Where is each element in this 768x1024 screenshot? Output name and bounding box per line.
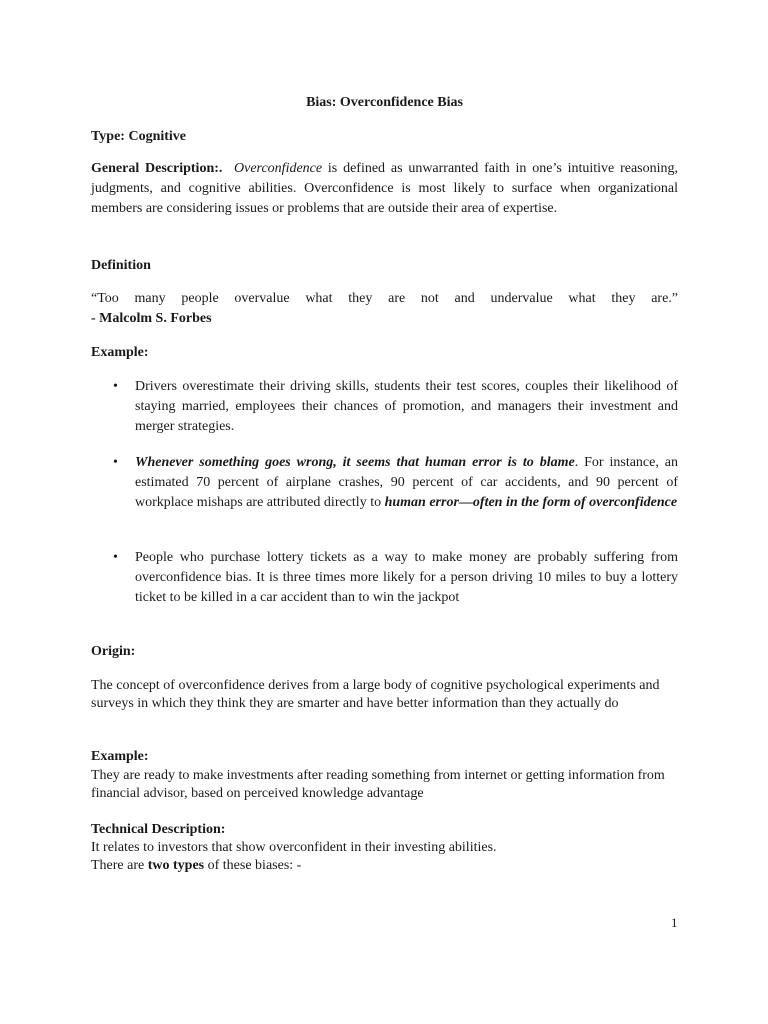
quote-author: - Malcolm S. Forbes <box>91 311 212 326</box>
page-number: 1 <box>671 915 678 930</box>
general-description-text: is defined as unwarranted faith in one’s intuitive reasoning, judgments, and cognitive abilities. Overconfidence is most likely to surface when organizational members are considering issues or problems that are outside their area of expertise. <box>91 161 678 216</box>
origin-heading: Origin: <box>91 644 136 659</box>
example-heading: Example: <box>91 345 149 360</box>
bullet-text: Drivers overestimate their driving skills, students their test scores, couples their likelihood of staying married, employees their chances of promotion, and managers their investment and merger strategies. <box>135 379 678 434</box>
bullet-icon: • <box>113 550 118 565</box>
technical-line-1: It relates to investors that show overconfident in their investing abilities. <box>91 840 497 855</box>
technical-heading: Technical Description: <box>91 822 226 837</box>
technical-line-2-pre: There are <box>91 858 145 873</box>
bullet-icon: • <box>113 379 118 394</box>
example2-text: They are ready to make investments after reading something from internet or getting information from financial advisor, based on perceived knowledge advantage <box>91 768 665 801</box>
technical-line-2-post: of these biases: - <box>207 858 302 873</box>
example-bullet-list <box>91 453 678 513</box>
definition-quote: “Too many people overvalue what they are not and undervalue what they are.” <box>91 291 678 306</box>
list-item <box>91 453 678 513</box>
document-page <box>91 0 678 1024</box>
example-bullet-list <box>91 548 678 608</box>
list-item <box>91 377 678 437</box>
two-types-emphasis: two types <box>147 858 205 873</box>
technical-line-2 <box>91 856 678 876</box>
general-description-label: General Description:. <box>91 161 223 176</box>
example2-heading: Example: <box>91 749 149 764</box>
bullet-icon: • <box>113 455 118 470</box>
origin-text: The concept of overconfidence derives from a large body of cognitive psychological experiments and surveys in which they think they are smarter and have better information than they actually do <box>91 678 660 711</box>
bullet-text: People who purchase lottery tickets as a way to make money are probably suffering from overconfidence bias. It is three times more likely for a person driving 10 miles to buy a lottery ticket to be killed in a car accident than to win the jackpot <box>135 550 678 605</box>
general-description <box>91 159 678 219</box>
example-bullet-list <box>91 377 678 437</box>
bullet-emphasis: human error—often in the form of overconfidence <box>384 495 678 510</box>
list-item <box>91 548 678 608</box>
document-title: Bias: Overconfidence Bias <box>306 95 463 110</box>
type-heading: Type: Cognitive <box>91 129 187 144</box>
definition-heading: Definition <box>91 258 151 273</box>
bullet-emphasis: Whenever something goes wrong, it seems that human error is to blame <box>135 455 575 470</box>
bullet-text: . For instance, an estimated 70 percent of airplane crashes, 90 percent of car accidents, and 90 percent of workplace mishaps are attributed directly to <box>135 455 678 510</box>
overconfidence-term: Overconfidence <box>234 161 323 176</box>
